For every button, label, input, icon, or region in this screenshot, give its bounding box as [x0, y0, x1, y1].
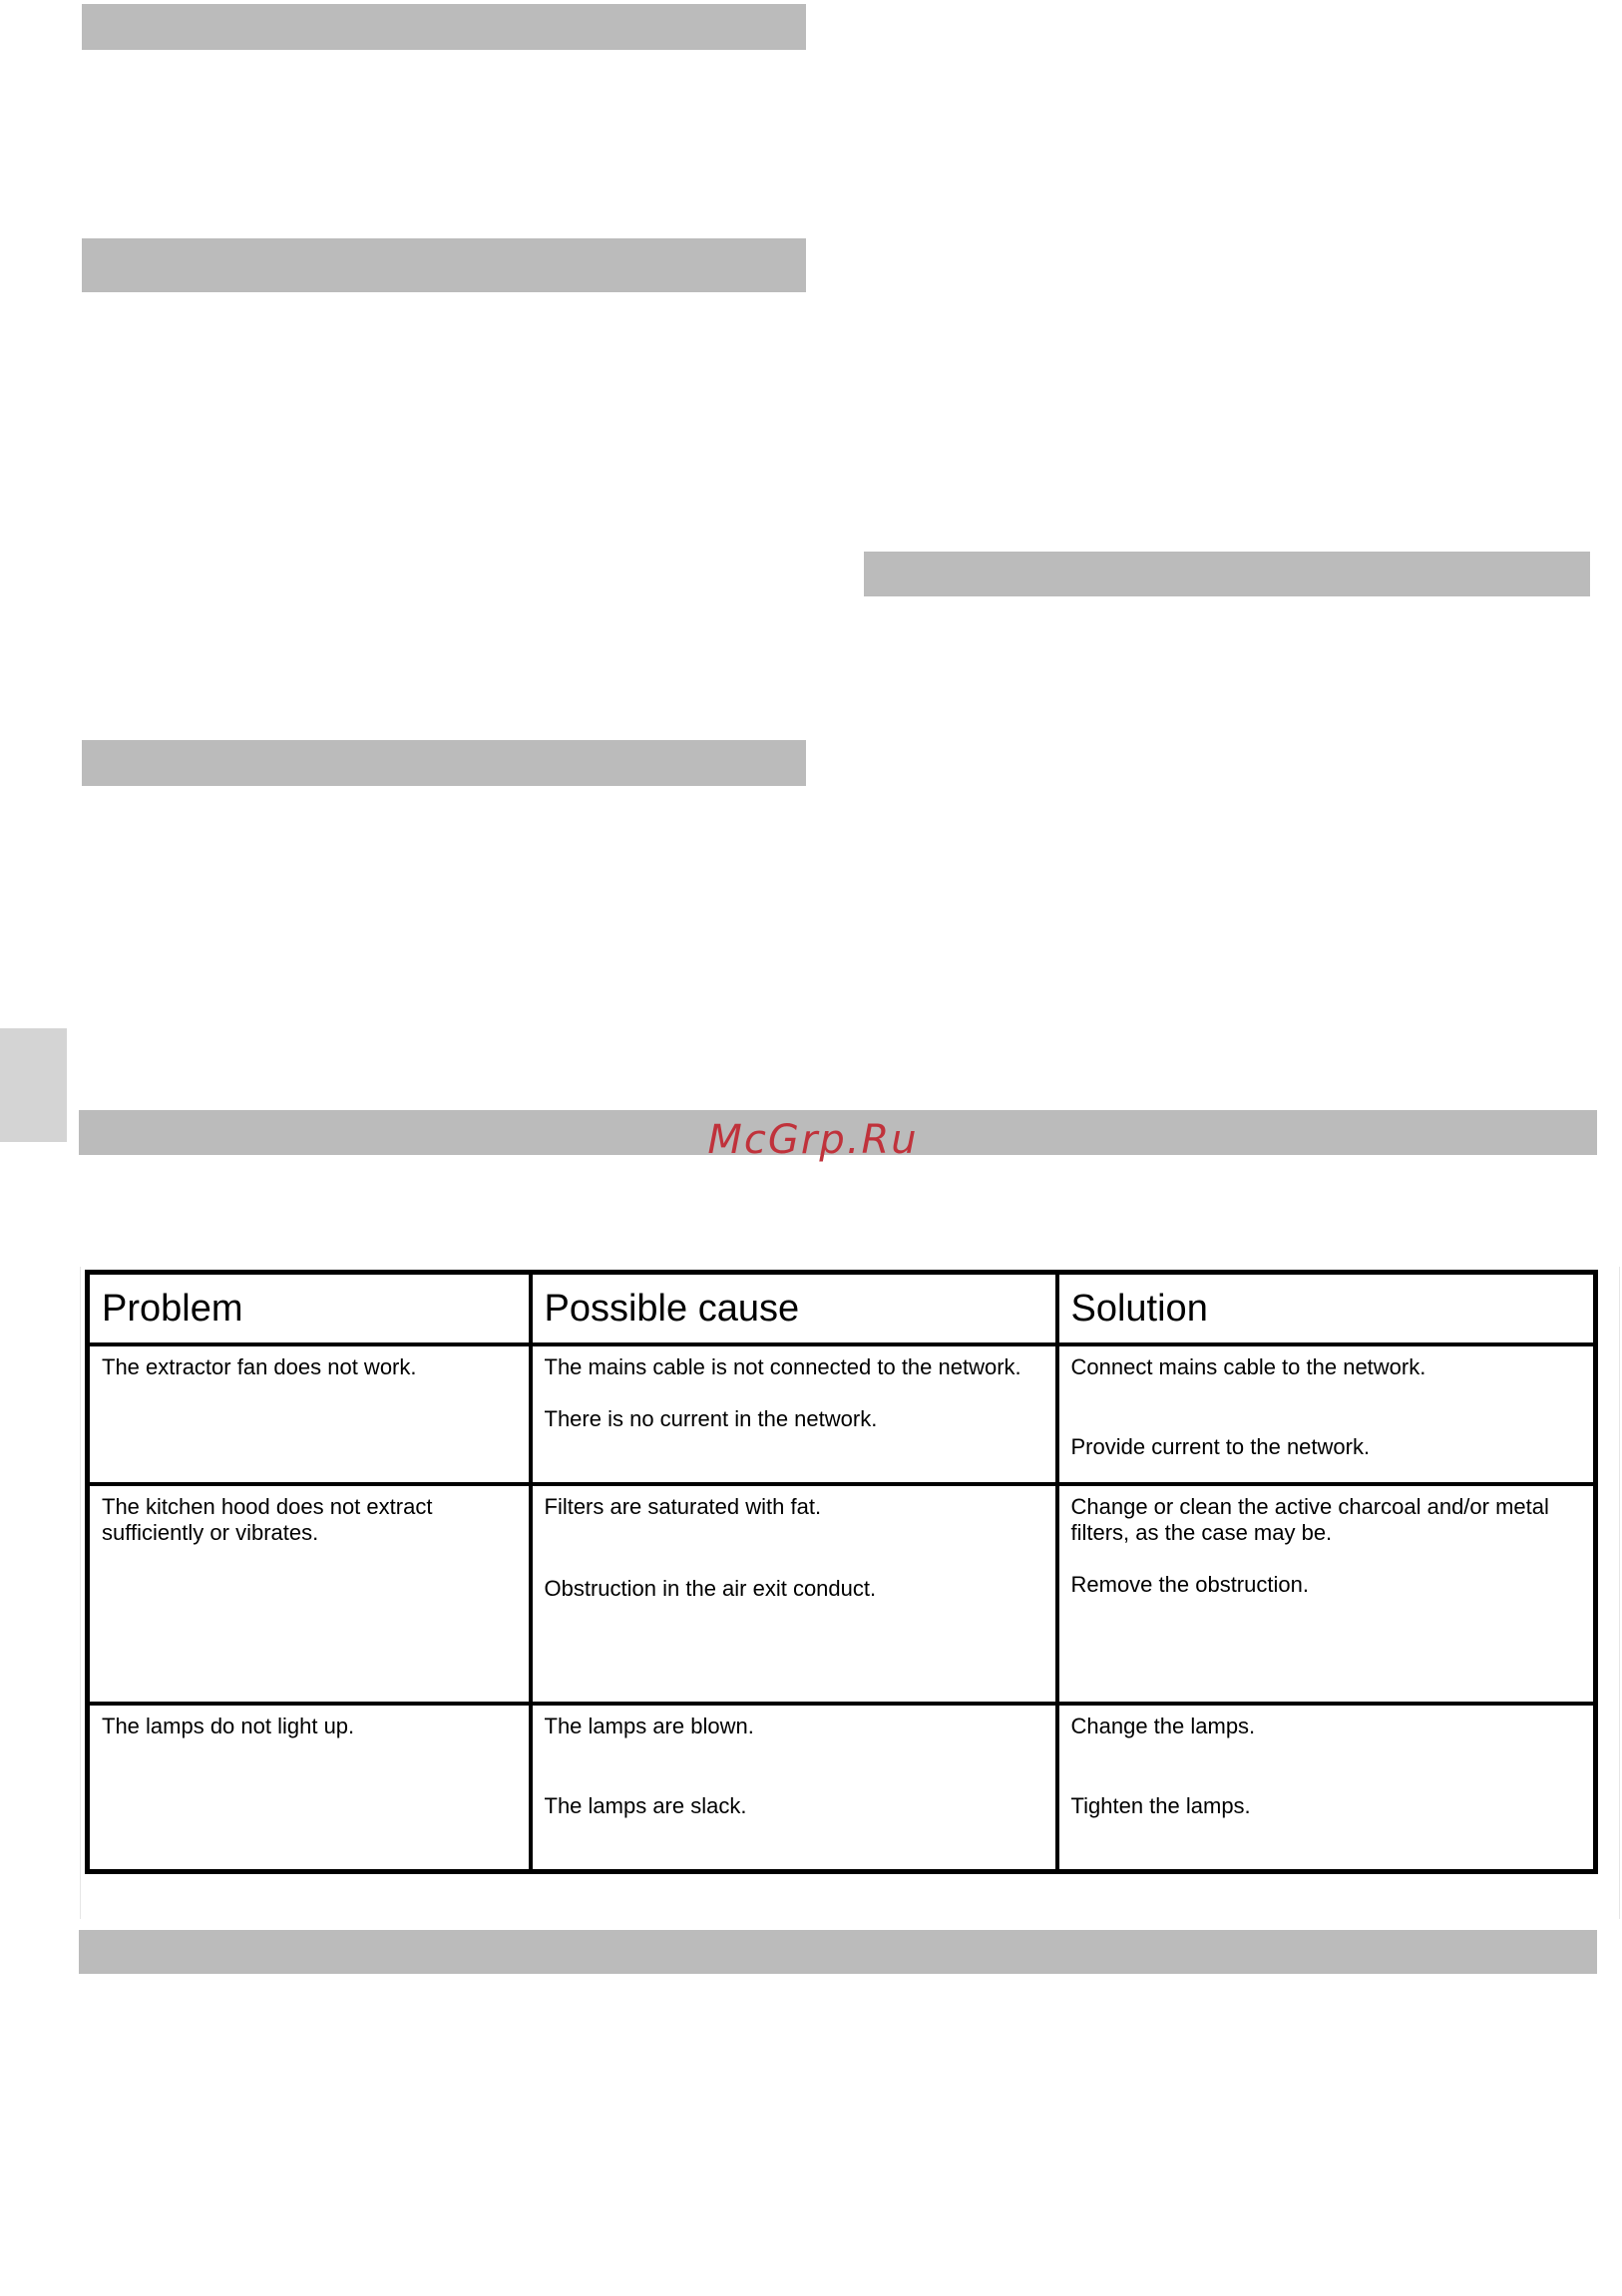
solution-text: Change the lamps.	[1070, 1714, 1256, 1738]
watermark-text: McGrp.Ru	[707, 1117, 919, 1163]
cause-cell	[531, 1704, 1057, 1871]
troubleshooting-table	[85, 1270, 1598, 1874]
table-row	[88, 1704, 1596, 1871]
solution-text: Change or clean the active charcoal and/or metal filters, as the case may be.	[1070, 1494, 1549, 1545]
solution-cell	[1057, 1484, 1596, 1704]
problem-text: The extractor fan does not work.	[102, 1354, 417, 1379]
cause-text: There is no current in the network.	[544, 1406, 878, 1431]
problem-cell	[88, 1344, 531, 1484]
cause-text: Filters are saturated with fat.	[544, 1494, 822, 1519]
cause-text: Obstruction in the air exit conduct.	[544, 1576, 877, 1601]
table-row	[88, 1344, 1596, 1484]
cause-text: The lamps are blown.	[544, 1714, 754, 1738]
table-row	[88, 1484, 1596, 1704]
section-heading-bar	[864, 552, 1590, 596]
problem-cell	[88, 1704, 531, 1871]
header-problem: Problem	[88, 1273, 531, 1345]
solution-text: Remove the obstruction.	[1070, 1572, 1309, 1597]
solution-cell	[1057, 1344, 1596, 1484]
table-header-row	[88, 1273, 1596, 1345]
solution-text: Tighten the lamps.	[1070, 1793, 1251, 1818]
section-heading-bar	[82, 238, 806, 292]
section-heading-bar	[82, 4, 806, 50]
cause-text: The lamps are slack.	[544, 1793, 747, 1818]
solution-cell	[1057, 1704, 1596, 1871]
solution-text: Provide current to the network.	[1070, 1434, 1371, 1459]
page-side-tab	[0, 1028, 67, 1142]
cause-cell	[531, 1484, 1057, 1704]
cause-cell	[531, 1344, 1057, 1484]
section-heading-bar	[82, 740, 806, 786]
problem-cell	[88, 1484, 531, 1704]
section-heading-bar	[79, 1930, 1597, 1974]
solution-text: Connect mains cable to the network.	[1070, 1354, 1426, 1379]
cause-text: The mains cable is not connected to the network.	[544, 1354, 1021, 1379]
header-solution: Solution	[1057, 1273, 1596, 1345]
problem-text: The kitchen hood does not extract sufficiently or vibrates.	[102, 1494, 433, 1545]
header-possible-cause: Possible cause	[531, 1273, 1057, 1345]
problem-text: The lamps do not light up.	[102, 1714, 355, 1738]
